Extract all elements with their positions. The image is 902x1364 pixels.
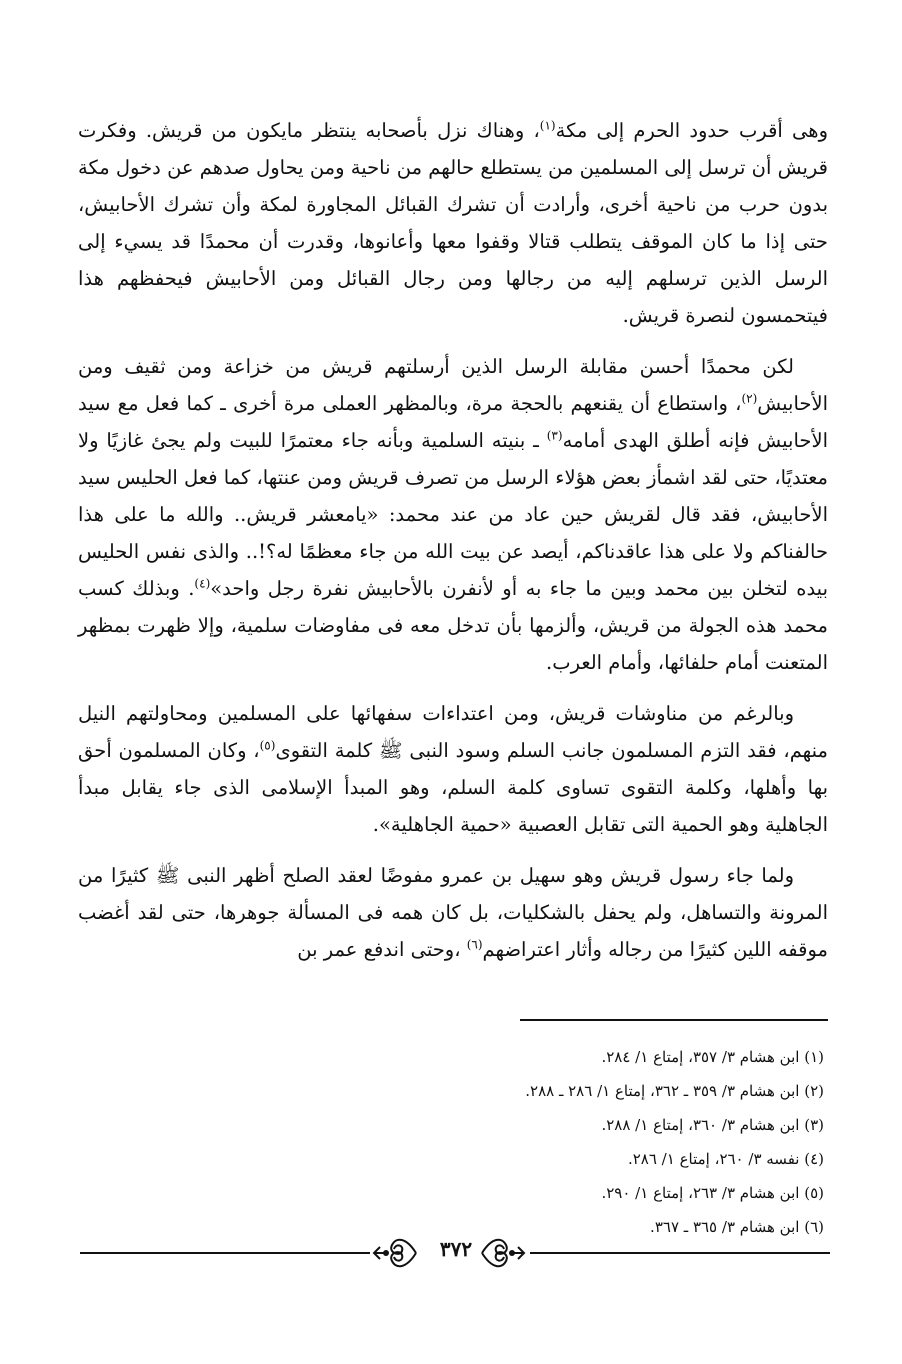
footnote-1: (١) ابن هشام ٣/ ٣٥٧، إمتاع ١/ ٢٨٤. <box>601 1048 824 1066</box>
footnote-5: (٥) ابن هشام ٣/ ٢٦٣، إمتاع ١/ ٢٩٠. <box>601 1184 824 1202</box>
paragraph <box>78 695 828 843</box>
footnote-marker: (٤) <box>194 576 211 591</box>
paragraph <box>78 348 828 681</box>
paragraph-text: ، واستطاع أن يقنعهم بالحجة مرة، وبالمظهر العملى مرة أخرى ـ كما فعل مع سيد الأحابيش فإنه أطلق الهدى أمامه <box>78 392 828 452</box>
paragraph-text: وبالرغم من مناوشات قريش، ومن اعتداءات سفهائها على المسلمين ومحاولتهم النيل منهم، فقد التزم المسلمون جانب السلم وسود النبى ﷺ كلمة التقوى <box>78 702 828 762</box>
paragraph-text: ، وهناك نزل بأصحابه ينتظر مايكون من قريش. وفكرت قريش أن ترسل إلى المسلمين من يستطلع حالهم من ناحية ومن يحاول صدهم عن دخول مكة بدون حرب من ناحية أخرى، وأرادت أن تشرك القبائل المجاورة لمكة وأن تشرك الأحابيش، حتى إذا ما كان الموقف يتطلب قتالا وقفوا معها وأعانوها، وقدرت أن محمدًا قد يسيء إلى الرسل الذين ترسلهم إليه من رجالها ومن رجال القبائل ومن الأحابيش فيحفظهم هذا فيتحمسون لنصرة قريش. <box>78 119 828 327</box>
footnote-marker: (٥) <box>259 738 276 753</box>
paragraph-text: ،وحتى اندفع عمر بن <box>297 938 467 961</box>
footnote-2: (٢) ابن هشام ٣/ ٣٥٩ ـ ٣٦٢، إمتاع ١/ ٢٨٦ ـ ٢٨٨. <box>525 1082 824 1100</box>
paragraph-text: لكن محمدًا أحسن مقابلة الرسل الذين أرسلتهم قريش من خزاعة ومن ثقيف ومن الأحابيش <box>78 355 828 415</box>
footnote-marker: (٣) <box>546 428 563 443</box>
page-number: ٣٧٢ <box>439 1237 473 1261</box>
body-text <box>78 112 828 982</box>
footnotes <box>400 1040 824 1244</box>
paragraph-text: ، وكان المسلمون أحق بها وأهلها، وكلمة التقوى تساوى كلمة السلم، وهو المبدأ الإسلامى الذى جاء يقابل مبدأ الجاهلية وهو الحمية التى تقابل العصبية «حمية الجاهلية». <box>78 739 828 836</box>
footnote-3: (٣) ابن هشام ٣/ ٣٦٠، إمتاع ١/ ٢٨٨. <box>601 1116 824 1134</box>
paragraph-text: وهى أقرب حدود الحرم إلى مكة <box>555 119 828 142</box>
footnote-marker: (٢) <box>741 391 758 406</box>
paragraph <box>78 112 828 334</box>
footnote-marker: (٦) <box>466 937 483 952</box>
paragraph-text: ـ بنيته السلمية وبأنه جاء معتمرًا للبيت ولم يجئ غازيًا ولا معتديًا، حتى لقد اشمأز بعض هؤلاء الرسل من تصرف قريش ومن عنتها، كما فعل الحليس سيد الأحابيش، فقد قال لقريش حين عاد من عند محمد: «يامعشر قريش.. والله ما على هذا حالفناكم ولا على هذا عاقدناكم، أيصد عن بيت الله من جاء معظمًا له؟!.. والذى نفس الحليس بيده لتخلن بين محمد وبين ما جاء به أو لأنفرن بالأحابيش نفرة رجل واحد» <box>78 429 828 600</box>
paragraph-text: ولما جاء رسول قريش وهو سهيل بن عمرو مفوضًا لعقد الصلح أظهر النبى ﷺ كثيرًا من المرونة والتساهل، ولم يحفل بالشكليات، بل كان همه فى المسألة جوهرها، حتى لقد أغضب موقفه اللين كثيرًا من رجاله وأثار اعتراضهم <box>78 864 828 961</box>
footnote-4: (٤) نفسه ٣/ ٢٦٠، إمتاع ١/ ٢٨٦. <box>627 1150 824 1168</box>
footnote-separator <box>520 1019 828 1021</box>
page-footer <box>80 1225 830 1275</box>
paragraph <box>78 857 828 968</box>
footer-rule-left <box>80 1252 370 1254</box>
ornament-right-icon <box>480 1231 528 1275</box>
footnote-6: (٦) ابن هشام ٣/ ٣٦٥ ـ ٣٦٧. <box>650 1218 824 1236</box>
ornament-left-icon <box>370 1231 418 1275</box>
paragraph-text: . وبذلك كسب محمد هذه الجولة من قريش، وألزمها بأن تدخل معه فى مفاوضات سلمية، وإلا ظهرت بمظهر المتعنت أمام حلفائها، وأمام العرب. <box>78 577 828 674</box>
footer-rule-right <box>530 1252 830 1254</box>
footnote-marker: (١) <box>539 118 556 133</box>
